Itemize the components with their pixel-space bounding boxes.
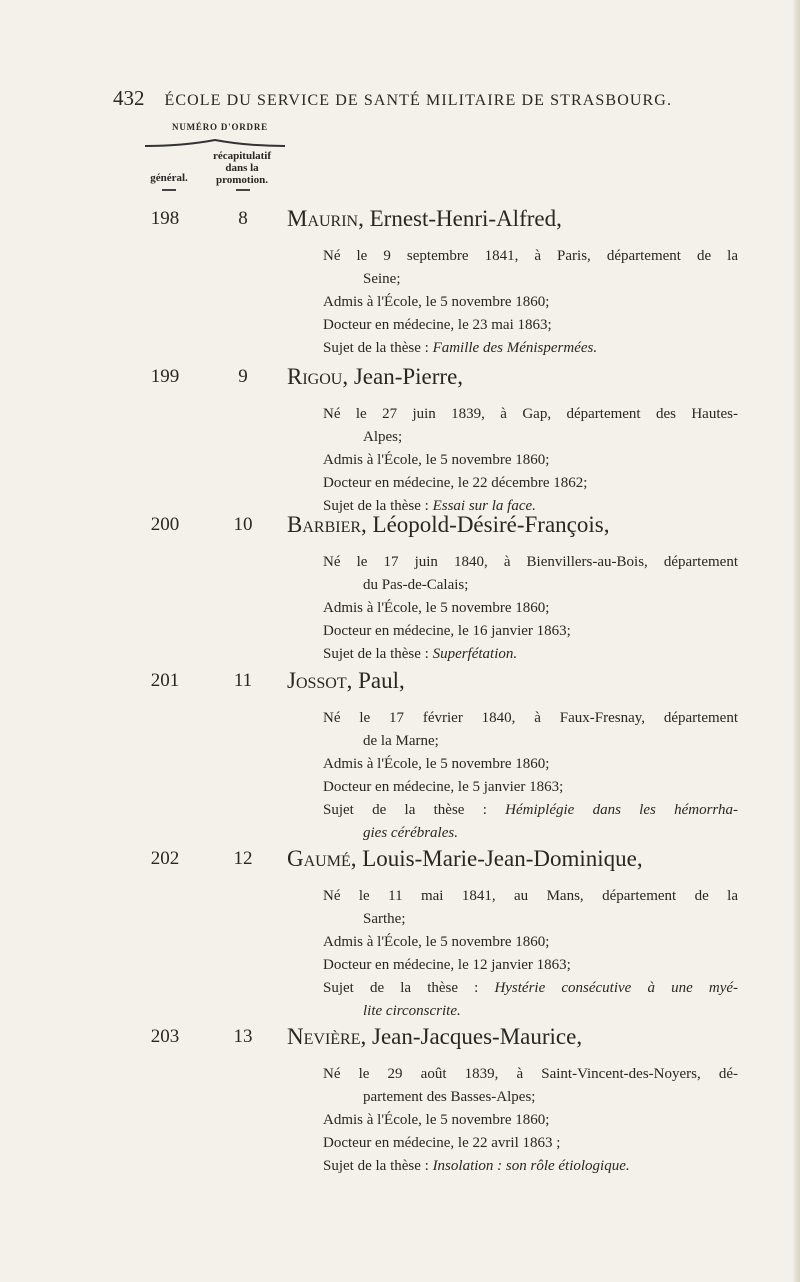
general-number: 199 (150, 366, 180, 387)
recap-number: 8 (238, 208, 248, 229)
surname: Rigou (287, 364, 343, 389)
thesis-title: Famille des Ménispermées. (432, 340, 598, 356)
entry-details (323, 245, 738, 360)
column-header-recap (192, 150, 292, 186)
birth-line: Né le 9 septembre 1841, à Paris, département de la (323, 248, 738, 264)
recap-line: dans la (225, 162, 259, 174)
thesis-prefix: Sujet de la thèse : (323, 802, 506, 818)
birth-line: Né le 29 août 1839, à Saint-Vincent-des-Noyers, dé- (323, 1066, 738, 1082)
person-name (287, 846, 643, 872)
birth-line: Né le 11 mai 1841, au Mans, département de la (323, 888, 738, 904)
header-dash-recap (236, 189, 250, 191)
running-title: ÉCOLE DU SERVICE DE SANTÉ MILITAIRE DE STRASBOURG. (164, 92, 673, 109)
thesis-prefix: Sujet de la thèse : (323, 980, 495, 996)
thesis-title: Essai sur la face. (432, 498, 536, 514)
page-number: 432 (113, 86, 145, 110)
header-dash-general (162, 189, 176, 191)
thesis-title-cont: gies cérébrales. (363, 825, 458, 841)
admission-line: Admis à l'École, le 5 novembre 1860; (323, 934, 550, 950)
person-name (287, 512, 609, 538)
entry-details (323, 885, 738, 1023)
entry-details (323, 707, 738, 845)
page-edge (792, 0, 800, 1282)
surname: Maurin (287, 206, 359, 231)
general-number: 202 (150, 848, 180, 869)
thesis-title: Hémiplégie dans les hémorrha- (505, 802, 738, 818)
admission-line: Admis à l'École, le 5 novembre 1860; (323, 600, 550, 616)
admission-line: Admis à l'École, le 5 novembre 1860; (323, 452, 550, 468)
recap-line: promotion. (215, 174, 269, 186)
thesis-prefix: Sujet de la thèse : (323, 1158, 433, 1174)
doctorate-line: Docteur en médecine, le 22 avril 1863 ; (323, 1135, 561, 1151)
given-names: , Ernest-Henri-Alfred, (358, 206, 562, 231)
column-header-general: général. (150, 172, 188, 184)
doctorate-line: Docteur en médecine, le 5 janvier 1863; (323, 779, 564, 795)
general-number: 198 (150, 208, 180, 229)
given-names: , Jean-Pierre, (342, 364, 464, 389)
birth-line-cont: du Pas-de-Calais; (363, 577, 469, 593)
surname: Jossot (287, 668, 347, 693)
person-name (287, 206, 562, 232)
birth-line-cont: partement des Basses-Alpes; (363, 1089, 536, 1105)
thesis-line (323, 799, 738, 822)
doctorate-line: Docteur en médecine, le 23 mai 1863; (323, 317, 552, 333)
recap-number: 13 (233, 1026, 253, 1047)
birth-line: Né le 17 février 1840, à Faux-Fresnay, département (323, 710, 738, 726)
entry-details (323, 403, 738, 518)
thesis-line (323, 643, 738, 666)
thesis-title: Insolation : son rôle étiologique. (432, 1158, 630, 1174)
birth-line: Né le 27 juin 1839, à Gap, département des Hautes- (323, 406, 738, 422)
entry-details (323, 1063, 738, 1178)
given-names: , Léopold-Désiré-François, (361, 512, 610, 537)
birth-line-cont: Seine; (363, 271, 401, 287)
given-names: , Louis-Marie-Jean-Dominique, (350, 846, 643, 871)
birth-line-cont: Sarthe; (363, 911, 406, 927)
recap-line: récapitulatif (212, 150, 272, 162)
recap-number: 11 (233, 670, 253, 691)
thesis-line (323, 1155, 738, 1178)
entry-details (323, 551, 738, 666)
recap-number: 9 (238, 366, 248, 387)
general-number: 201 (150, 670, 180, 691)
column-header-brace (143, 138, 287, 148)
person-name (287, 1024, 582, 1050)
birth-line: Né le 17 juin 1840, à Bienvillers-au-Bois, département (323, 554, 738, 570)
admission-line: Admis à l'École, le 5 novembre 1860; (323, 294, 550, 310)
doctorate-line: Docteur en médecine, le 12 janvier 1863; (323, 957, 571, 973)
recap-number: 12 (233, 848, 253, 869)
thesis-line-cont (363, 1000, 738, 1023)
birth-line-cont: Alpes; (363, 429, 403, 445)
column-header-title: NUMÉRO D'ORDRE (172, 122, 268, 132)
thesis-line-cont (363, 822, 738, 845)
thesis-prefix: Sujet de la thèse : (323, 340, 433, 356)
general-number: 200 (150, 514, 180, 535)
doctorate-line: Docteur en médecine, le 22 décembre 1862; (323, 475, 588, 491)
doctorate-line: Docteur en médecine, le 16 janvier 1863; (323, 623, 571, 639)
thesis-line (323, 977, 738, 1000)
thesis-line (323, 337, 738, 360)
thesis-title-cont: lite circonscrite. (363, 1003, 461, 1019)
surname: Gaumé (287, 846, 351, 871)
admission-line: Admis à l'École, le 5 novembre 1860; (323, 756, 550, 772)
given-names: , Jean-Jacques-Maurice, (360, 1024, 583, 1049)
admission-line: Admis à l'École, le 5 novembre 1860; (323, 1112, 550, 1128)
birth-line-cont: de la Marne; (363, 733, 439, 749)
running-head (113, 86, 713, 111)
given-names: , Paul, (346, 668, 405, 693)
recap-number: 10 (233, 514, 253, 535)
thesis-title: Superfétation. (432, 646, 518, 662)
general-number: 203 (150, 1026, 180, 1047)
thesis-prefix: Sujet de la thèse : (323, 498, 433, 514)
person-name (287, 364, 463, 390)
thesis-title: Hystérie consécutive à une myé- (494, 980, 739, 996)
thesis-prefix: Sujet de la thèse : (323, 646, 433, 662)
surname: Nevière (287, 1024, 361, 1049)
person-name (287, 668, 405, 694)
surname: Barbier (287, 512, 362, 537)
